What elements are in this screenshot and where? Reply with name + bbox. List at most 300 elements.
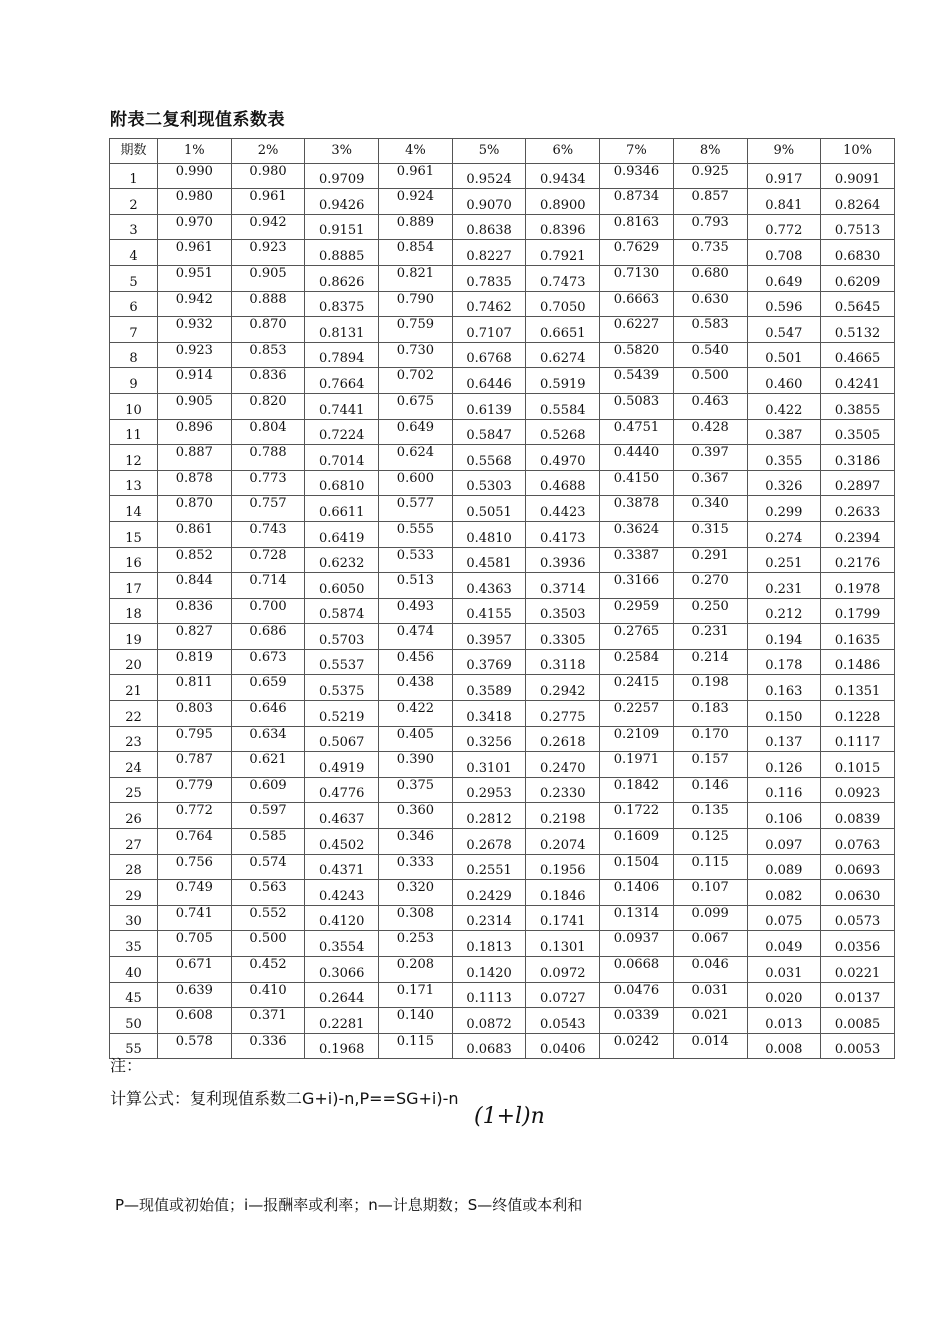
value-cell: 0.4120 bbox=[305, 905, 379, 931]
value-cell: 0.0221 bbox=[821, 957, 895, 983]
value-cell: 0.1635 bbox=[821, 624, 895, 650]
value-cell: 0.7473 bbox=[526, 265, 600, 291]
rate-header: 8% bbox=[673, 139, 747, 164]
table-row bbox=[110, 265, 895, 291]
value-cell: 0.970 bbox=[158, 214, 232, 240]
table-row bbox=[110, 752, 895, 778]
value-cell: 0.146 bbox=[673, 777, 747, 803]
value-cell: 0.533 bbox=[379, 547, 453, 573]
value-cell: 0.585 bbox=[231, 829, 305, 855]
value-cell: 0.7107 bbox=[452, 317, 526, 343]
table-row bbox=[110, 624, 895, 650]
period-cell: 35 bbox=[110, 931, 158, 957]
value-cell: 0.2470 bbox=[526, 752, 600, 778]
value-cell: 0.5439 bbox=[600, 368, 674, 394]
value-cell: 0.878 bbox=[158, 470, 232, 496]
value-cell: 0.0727 bbox=[526, 982, 600, 1008]
value-cell: 0.2618 bbox=[526, 726, 600, 752]
value-cell: 0.990 bbox=[158, 163, 232, 189]
value-cell: 0.9346 bbox=[600, 163, 674, 189]
value-cell: 0.355 bbox=[747, 445, 821, 471]
value-cell: 0.3624 bbox=[600, 521, 674, 547]
table-row bbox=[110, 393, 895, 419]
value-cell: 0.270 bbox=[673, 573, 747, 599]
value-cell: 0.135 bbox=[673, 803, 747, 829]
value-cell: 0.099 bbox=[673, 905, 747, 931]
value-cell: 0.1420 bbox=[452, 957, 526, 983]
table-row bbox=[110, 189, 895, 215]
value-cell: 0.630 bbox=[673, 291, 747, 317]
value-cell: 0.4363 bbox=[452, 573, 526, 599]
period-cell: 3 bbox=[110, 214, 158, 240]
table-row bbox=[110, 214, 895, 240]
value-cell: 0.0085 bbox=[821, 1008, 895, 1034]
value-cell: 0.861 bbox=[158, 521, 232, 547]
table-row bbox=[110, 342, 895, 368]
period-cell: 8 bbox=[110, 342, 158, 368]
value-cell: 0.788 bbox=[231, 445, 305, 471]
value-cell: 0.680 bbox=[673, 265, 747, 291]
value-cell: 0.6232 bbox=[305, 547, 379, 573]
value-cell: 0.125 bbox=[673, 829, 747, 855]
table-row bbox=[110, 905, 895, 931]
value-cell: 0.7050 bbox=[526, 291, 600, 317]
value-cell: 0.4581 bbox=[452, 547, 526, 573]
value-cell: 0.0242 bbox=[600, 1033, 674, 1059]
value-cell: 0.1741 bbox=[526, 905, 600, 931]
table-row bbox=[110, 521, 895, 547]
value-cell: 0.730 bbox=[379, 342, 453, 368]
value-cell: 0.7629 bbox=[600, 240, 674, 266]
value-cell: 0.2953 bbox=[452, 777, 526, 803]
rate-header: 4% bbox=[379, 139, 453, 164]
value-cell: 0.231 bbox=[673, 624, 747, 650]
period-cell: 24 bbox=[110, 752, 158, 778]
value-cell: 0.2314 bbox=[452, 905, 526, 931]
value-cell: 0.673 bbox=[231, 649, 305, 675]
table-row bbox=[110, 496, 895, 522]
table-row bbox=[110, 573, 895, 599]
value-cell: 0.2330 bbox=[526, 777, 600, 803]
value-cell: 0.422 bbox=[747, 393, 821, 419]
value-cell: 0.107 bbox=[673, 880, 747, 906]
value-cell: 0.7664 bbox=[305, 368, 379, 394]
value-cell: 0.150 bbox=[747, 701, 821, 727]
value-cell: 0.5568 bbox=[452, 445, 526, 471]
value-cell: 0.6611 bbox=[305, 496, 379, 522]
value-cell: 0.3166 bbox=[600, 573, 674, 599]
value-cell: 0.7462 bbox=[452, 291, 526, 317]
value-cell: 0.049 bbox=[747, 931, 821, 957]
period-cell: 29 bbox=[110, 880, 158, 906]
table-row bbox=[110, 701, 895, 727]
value-cell: 0.8638 bbox=[452, 214, 526, 240]
value-cell: 0.925 bbox=[673, 163, 747, 189]
value-cell: 0.0872 bbox=[452, 1008, 526, 1034]
value-cell: 0.3503 bbox=[526, 598, 600, 624]
value-cell: 0.728 bbox=[231, 547, 305, 573]
value-cell: 0.326 bbox=[747, 470, 821, 496]
rate-header: 6% bbox=[526, 139, 600, 164]
value-cell: 0.2198 bbox=[526, 803, 600, 829]
value-cell: 0.116 bbox=[747, 777, 821, 803]
value-cell: 0.1799 bbox=[821, 598, 895, 624]
value-cell: 0.375 bbox=[379, 777, 453, 803]
value-cell: 0.841 bbox=[747, 189, 821, 215]
value-cell: 0.0476 bbox=[600, 982, 674, 1008]
table-header-row bbox=[110, 139, 895, 164]
value-cell: 0.9524 bbox=[452, 163, 526, 189]
period-cell: 22 bbox=[110, 701, 158, 727]
period-cell: 45 bbox=[110, 982, 158, 1008]
period-cell: 16 bbox=[110, 547, 158, 573]
value-cell: 0.714 bbox=[231, 573, 305, 599]
value-cell: 0.853 bbox=[231, 342, 305, 368]
value-cell: 0.4776 bbox=[305, 777, 379, 803]
value-cell: 0.1351 bbox=[821, 675, 895, 701]
value-cell: 0.5847 bbox=[452, 419, 526, 445]
value-cell: 0.438 bbox=[379, 675, 453, 701]
table-row bbox=[110, 291, 895, 317]
value-cell: 0.387 bbox=[747, 419, 821, 445]
period-cell: 50 bbox=[110, 1008, 158, 1034]
table-row bbox=[110, 957, 895, 983]
value-cell: 0.021 bbox=[673, 1008, 747, 1034]
value-cell: 0.4970 bbox=[526, 445, 600, 471]
value-cell: 0.552 bbox=[231, 905, 305, 931]
value-cell: 0.793 bbox=[673, 214, 747, 240]
value-cell: 0.2394 bbox=[821, 521, 895, 547]
value-cell: 0.7835 bbox=[452, 265, 526, 291]
table-row bbox=[110, 726, 895, 752]
value-cell: 0.540 bbox=[673, 342, 747, 368]
value-cell: 0.4688 bbox=[526, 470, 600, 496]
value-cell: 0.5703 bbox=[305, 624, 379, 650]
period-header: 期数 bbox=[110, 139, 158, 164]
table-row bbox=[110, 317, 895, 343]
value-cell: 0.705 bbox=[158, 931, 232, 957]
rate-header: 9% bbox=[747, 139, 821, 164]
value-cell: 0.1609 bbox=[600, 829, 674, 855]
value-cell: 0.178 bbox=[747, 649, 821, 675]
value-cell: 0.198 bbox=[673, 675, 747, 701]
value-cell: 0.854 bbox=[379, 240, 453, 266]
value-cell: 0.3589 bbox=[452, 675, 526, 701]
table-row bbox=[110, 470, 895, 496]
period-cell: 20 bbox=[110, 649, 158, 675]
value-cell: 0.500 bbox=[673, 368, 747, 394]
value-cell: 0.371 bbox=[231, 1008, 305, 1034]
value-cell: 0.0339 bbox=[600, 1008, 674, 1034]
value-cell: 0.659 bbox=[231, 675, 305, 701]
value-cell: 0.2942 bbox=[526, 675, 600, 701]
value-cell: 0.924 bbox=[379, 189, 453, 215]
table-row bbox=[110, 368, 895, 394]
value-cell: 0.4919 bbox=[305, 752, 379, 778]
value-cell: 0.5132 bbox=[821, 317, 895, 343]
value-cell: 0.3418 bbox=[452, 701, 526, 727]
value-cell: 0.1113 bbox=[452, 982, 526, 1008]
value-cell: 0.9151 bbox=[305, 214, 379, 240]
value-cell: 0.2429 bbox=[452, 880, 526, 906]
value-cell: 0.3186 bbox=[821, 445, 895, 471]
value-cell: 0.5067 bbox=[305, 726, 379, 752]
value-cell: 0.743 bbox=[231, 521, 305, 547]
value-cell: 0.1842 bbox=[600, 777, 674, 803]
value-cell: 0.779 bbox=[158, 777, 232, 803]
value-cell: 0.700 bbox=[231, 598, 305, 624]
value-cell: 0.067 bbox=[673, 931, 747, 957]
value-cell: 0.346 bbox=[379, 829, 453, 855]
present-value-table bbox=[109, 138, 895, 1059]
value-cell: 0.2678 bbox=[452, 829, 526, 855]
value-cell: 0.980 bbox=[231, 163, 305, 189]
value-cell: 0.4637 bbox=[305, 803, 379, 829]
value-cell: 0.3957 bbox=[452, 624, 526, 650]
value-cell: 0.4423 bbox=[526, 496, 600, 522]
period-cell: 10 bbox=[110, 393, 158, 419]
value-cell: 0.474 bbox=[379, 624, 453, 650]
table-row bbox=[110, 803, 895, 829]
value-cell: 0.8264 bbox=[821, 189, 895, 215]
period-cell: 30 bbox=[110, 905, 158, 931]
value-cell: 0.1486 bbox=[821, 649, 895, 675]
value-cell: 0.3305 bbox=[526, 624, 600, 650]
value-cell: 0.031 bbox=[673, 982, 747, 1008]
value-cell: 0.4371 bbox=[305, 854, 379, 880]
value-cell: 0.140 bbox=[379, 1008, 453, 1034]
value-cell: 0.8227 bbox=[452, 240, 526, 266]
value-cell: 0.4502 bbox=[305, 829, 379, 855]
value-cell: 0.961 bbox=[231, 189, 305, 215]
value-cell: 0.4665 bbox=[821, 342, 895, 368]
formula-fraction: (1+l)n bbox=[474, 1104, 545, 1129]
value-cell: 0.609 bbox=[231, 777, 305, 803]
value-cell: 0.0406 bbox=[526, 1033, 600, 1059]
value-cell: 0.214 bbox=[673, 649, 747, 675]
value-cell: 0.7224 bbox=[305, 419, 379, 445]
value-cell: 0.6446 bbox=[452, 368, 526, 394]
period-cell: 18 bbox=[110, 598, 158, 624]
value-cell: 0.708 bbox=[747, 240, 821, 266]
value-cell: 0.405 bbox=[379, 726, 453, 752]
value-cell: 0.759 bbox=[379, 317, 453, 343]
value-cell: 0.9070 bbox=[452, 189, 526, 215]
period-cell: 23 bbox=[110, 726, 158, 752]
value-cell: 0.008 bbox=[747, 1033, 821, 1059]
value-cell: 0.089 bbox=[747, 854, 821, 880]
value-cell: 0.5303 bbox=[452, 470, 526, 496]
value-cell: 0.1956 bbox=[526, 854, 600, 880]
value-cell: 0.5083 bbox=[600, 393, 674, 419]
value-cell: 0.6050 bbox=[305, 573, 379, 599]
value-cell: 0.0693 bbox=[821, 854, 895, 880]
value-cell: 0.2812 bbox=[452, 803, 526, 829]
value-cell: 0.980 bbox=[158, 189, 232, 215]
table-row bbox=[110, 649, 895, 675]
value-cell: 0.634 bbox=[231, 726, 305, 752]
value-cell: 0.020 bbox=[747, 982, 821, 1008]
value-cell: 0.5874 bbox=[305, 598, 379, 624]
value-cell: 0.646 bbox=[231, 701, 305, 727]
period-cell: 4 bbox=[110, 240, 158, 266]
value-cell: 0.597 bbox=[231, 803, 305, 829]
rate-header: 10% bbox=[821, 139, 895, 164]
value-cell: 0.513 bbox=[379, 573, 453, 599]
value-cell: 0.870 bbox=[158, 496, 232, 522]
value-cell: 0.827 bbox=[158, 624, 232, 650]
value-cell: 0.889 bbox=[379, 214, 453, 240]
value-cell: 0.649 bbox=[379, 419, 453, 445]
value-cell: 0.7894 bbox=[305, 342, 379, 368]
value-cell: 0.4173 bbox=[526, 521, 600, 547]
table-row bbox=[110, 419, 895, 445]
value-cell: 0.456 bbox=[379, 649, 453, 675]
value-cell: 0.8900 bbox=[526, 189, 600, 215]
value-cell: 0.0763 bbox=[821, 829, 895, 855]
value-cell: 0.3769 bbox=[452, 649, 526, 675]
value-cell: 0.621 bbox=[231, 752, 305, 778]
value-cell: 0.787 bbox=[158, 752, 232, 778]
value-cell: 0.6274 bbox=[526, 342, 600, 368]
value-cell: 0.0839 bbox=[821, 803, 895, 829]
table-row bbox=[110, 445, 895, 471]
value-cell: 0.360 bbox=[379, 803, 453, 829]
value-cell: 0.4155 bbox=[452, 598, 526, 624]
value-cell: 0.905 bbox=[158, 393, 232, 419]
value-cell: 0.923 bbox=[231, 240, 305, 266]
value-cell: 0.547 bbox=[747, 317, 821, 343]
value-cell: 0.2633 bbox=[821, 496, 895, 522]
value-cell: 0.2644 bbox=[305, 982, 379, 1008]
value-cell: 0.4810 bbox=[452, 521, 526, 547]
page-title: 附表二复利现值系数表 bbox=[110, 110, 285, 130]
value-cell: 0.836 bbox=[158, 598, 232, 624]
value-cell: 0.075 bbox=[747, 905, 821, 931]
value-cell: 0.905 bbox=[231, 265, 305, 291]
value-cell: 0.082 bbox=[747, 880, 821, 906]
value-cell: 0.2281 bbox=[305, 1008, 379, 1034]
value-cell: 0.1504 bbox=[600, 854, 674, 880]
value-cell: 0.1722 bbox=[600, 803, 674, 829]
value-cell: 0.1301 bbox=[526, 931, 600, 957]
table-body bbox=[110, 163, 895, 1059]
value-cell: 0.4150 bbox=[600, 470, 674, 496]
value-cell: 0.5537 bbox=[305, 649, 379, 675]
value-cell: 0.4241 bbox=[821, 368, 895, 394]
value-cell: 0.231 bbox=[747, 573, 821, 599]
value-cell: 0.1314 bbox=[600, 905, 674, 931]
value-cell: 0.3936 bbox=[526, 547, 600, 573]
value-cell: 0.163 bbox=[747, 675, 821, 701]
period-cell: 7 bbox=[110, 317, 158, 343]
value-cell: 0.208 bbox=[379, 957, 453, 983]
value-cell: 0.212 bbox=[747, 598, 821, 624]
value-cell: 0.274 bbox=[747, 521, 821, 547]
table-row bbox=[110, 829, 895, 855]
value-cell: 0.574 bbox=[231, 854, 305, 880]
value-cell: 0.803 bbox=[158, 701, 232, 727]
value-cell: 0.4751 bbox=[600, 419, 674, 445]
value-cell: 0.735 bbox=[673, 240, 747, 266]
value-cell: 0.5919 bbox=[526, 368, 600, 394]
table-row bbox=[110, 1033, 895, 1059]
value-cell: 0.6651 bbox=[526, 317, 600, 343]
value-cell: 0.2257 bbox=[600, 701, 674, 727]
value-cell: 0.1846 bbox=[526, 880, 600, 906]
value-cell: 0.5820 bbox=[600, 342, 674, 368]
value-cell: 0.5584 bbox=[526, 393, 600, 419]
value-cell: 0.291 bbox=[673, 547, 747, 573]
value-cell: 0.6810 bbox=[305, 470, 379, 496]
value-cell: 0.914 bbox=[158, 368, 232, 394]
value-cell: 0.0053 bbox=[821, 1033, 895, 1059]
value-cell: 0.887 bbox=[158, 445, 232, 471]
table-row bbox=[110, 163, 895, 189]
value-cell: 0.463 bbox=[673, 393, 747, 419]
period-cell: 12 bbox=[110, 445, 158, 471]
value-cell: 0.811 bbox=[158, 675, 232, 701]
value-cell: 0.2109 bbox=[600, 726, 674, 752]
period-cell: 27 bbox=[110, 829, 158, 855]
value-cell: 0.942 bbox=[231, 214, 305, 240]
value-cell: 0.804 bbox=[231, 419, 305, 445]
value-cell: 0.8734 bbox=[600, 189, 674, 215]
value-cell: 0.3118 bbox=[526, 649, 600, 675]
value-cell: 0.8396 bbox=[526, 214, 600, 240]
value-cell: 0.0137 bbox=[821, 982, 895, 1008]
rate-header: 7% bbox=[600, 139, 674, 164]
value-cell: 0.308 bbox=[379, 905, 453, 931]
value-cell: 0.8163 bbox=[600, 214, 674, 240]
value-cell: 0.428 bbox=[673, 419, 747, 445]
value-cell: 0.917 bbox=[747, 163, 821, 189]
value-cell: 0.3387 bbox=[600, 547, 674, 573]
value-cell: 0.671 bbox=[158, 957, 232, 983]
value-cell: 0.1978 bbox=[821, 573, 895, 599]
value-cell: 0.961 bbox=[379, 163, 453, 189]
value-cell: 0.961 bbox=[158, 240, 232, 266]
value-cell: 0.1813 bbox=[452, 931, 526, 957]
value-cell: 0.8626 bbox=[305, 265, 379, 291]
value-cell: 0.0972 bbox=[526, 957, 600, 983]
period-cell: 40 bbox=[110, 957, 158, 983]
value-cell: 0.1968 bbox=[305, 1033, 379, 1059]
value-cell: 0.493 bbox=[379, 598, 453, 624]
value-cell: 0.741 bbox=[158, 905, 232, 931]
value-cell: 0.2584 bbox=[600, 649, 674, 675]
value-cell: 0.821 bbox=[379, 265, 453, 291]
formula-text: 计算公式：复利现值系数二G+i)-n,P==SG+i)-n bbox=[110, 1089, 459, 1108]
value-cell: 0.5268 bbox=[526, 419, 600, 445]
rate-header: 3% bbox=[305, 139, 379, 164]
value-cell: 0.6768 bbox=[452, 342, 526, 368]
value-cell: 0.9434 bbox=[526, 163, 600, 189]
value-cell: 0.3714 bbox=[526, 573, 600, 599]
value-cell: 0.410 bbox=[231, 982, 305, 1008]
value-cell: 0.600 bbox=[379, 470, 453, 496]
value-cell: 0.0683 bbox=[452, 1033, 526, 1059]
value-cell: 0.115 bbox=[673, 854, 747, 880]
value-cell: 0.0356 bbox=[821, 931, 895, 957]
value-cell: 0.3066 bbox=[305, 957, 379, 983]
value-cell: 0.194 bbox=[747, 624, 821, 650]
value-cell: 0.6227 bbox=[600, 317, 674, 343]
value-cell: 0.7921 bbox=[526, 240, 600, 266]
value-cell: 0.397 bbox=[673, 445, 747, 471]
value-cell: 0.583 bbox=[673, 317, 747, 343]
value-cell: 0.9091 bbox=[821, 163, 895, 189]
